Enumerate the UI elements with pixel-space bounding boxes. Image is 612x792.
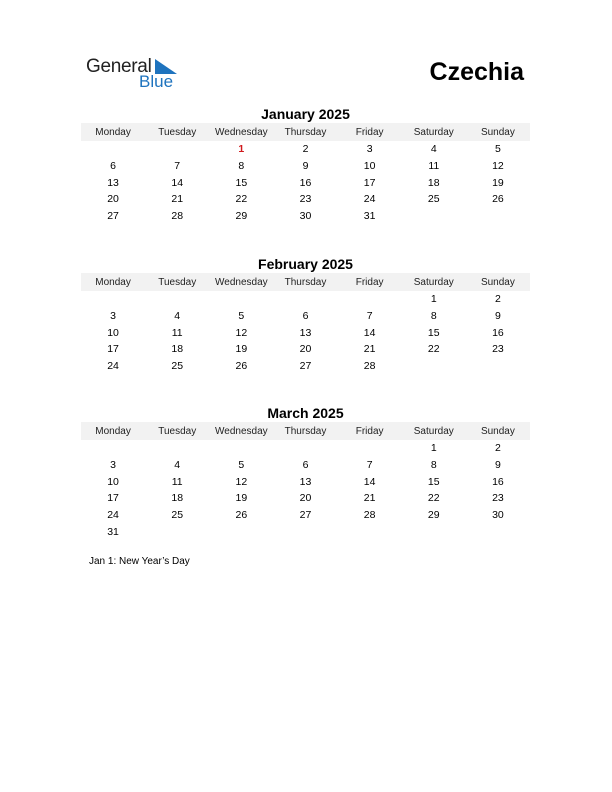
month-weeks — [81, 440, 530, 540]
day-cell: 25 — [427, 193, 440, 206]
weekday-header — [81, 273, 530, 291]
day-cell: 29 — [235, 210, 248, 223]
day-cell: 20 — [299, 343, 312, 356]
day-cell: 15 — [427, 475, 440, 488]
day-cell: 26 — [492, 193, 504, 206]
weekday-label: Monday — [95, 276, 131, 288]
day-cell: 9 — [494, 459, 501, 472]
day-cell: 4 — [430, 143, 437, 156]
day-cell: 8 — [238, 160, 245, 173]
day-cell: 19 — [235, 343, 248, 356]
day-cell: 2 — [494, 293, 501, 306]
day-cell: 12 — [235, 326, 248, 339]
weekday-label: Sunday — [480, 126, 515, 138]
week-row — [81, 141, 530, 158]
weekday-label: Saturday — [413, 126, 454, 138]
week-row — [81, 473, 530, 490]
weekday-label: Thursday — [284, 126, 327, 138]
day-cell: 4 — [174, 459, 181, 472]
holiday-notes — [89, 556, 190, 567]
week-row — [81, 174, 530, 191]
weekday-label: Wednesday — [215, 425, 268, 437]
week-row — [81, 308, 530, 325]
day-cell: 30 — [299, 210, 312, 223]
day-cell: 7 — [366, 459, 373, 472]
day-cell: 28 — [363, 509, 376, 522]
day-cell: 5 — [238, 459, 245, 472]
day-cell: 9 — [494, 310, 501, 323]
brand-logo — [86, 56, 186, 92]
month-february — [81, 255, 530, 374]
week-row — [81, 523, 530, 540]
weekday-label: Tuesday — [158, 126, 197, 138]
day-cell: 28 — [171, 210, 184, 223]
day-cell: 7 — [174, 160, 181, 173]
week-row — [81, 191, 530, 208]
weekday-header — [81, 422, 530, 440]
day-cell: 27 — [299, 360, 312, 373]
weekday-label: Monday — [95, 425, 131, 437]
logo-text-general: General — [86, 56, 152, 77]
day-cell: 18 — [171, 343, 184, 356]
month-title: January 2025 — [261, 106, 350, 122]
day-cell: 3 — [366, 143, 373, 156]
weekday-label: Friday — [355, 126, 384, 138]
day-cell: 16 — [299, 176, 312, 189]
day-cell: 23 — [492, 492, 504, 505]
day-cell: 6 — [302, 459, 309, 472]
week-row — [81, 507, 530, 524]
week-row — [81, 341, 530, 358]
day-cell: 16 — [492, 475, 504, 488]
month-title: March 2025 — [267, 405, 344, 421]
month-january — [81, 105, 530, 224]
day-cell: 22 — [427, 492, 440, 505]
day-cell: 29 — [427, 509, 440, 522]
day-cell: 23 — [299, 193, 312, 206]
day-cell: 28 — [363, 360, 376, 373]
day-cell: 14 — [363, 326, 376, 339]
weekday-label: Thursday — [284, 425, 327, 437]
day-cell: 25 — [171, 360, 184, 373]
day-cell: 18 — [427, 176, 440, 189]
day-cell: 10 — [107, 475, 119, 488]
day-cell: 17 — [107, 343, 119, 356]
holiday-note: Jan 1: New Year’s Day — [89, 556, 190, 567]
week-row — [81, 490, 530, 507]
day-cell: 15 — [235, 176, 248, 189]
day-cell: 10 — [363, 160, 376, 173]
day-cell: 30 — [492, 509, 504, 522]
day-cell: 8 — [430, 459, 437, 472]
day-cell: 11 — [171, 326, 183, 339]
day-cell: 14 — [363, 475, 376, 488]
day-cell: 5 — [494, 143, 501, 156]
weekday-label: Sunday — [480, 425, 515, 437]
day-cell: 4 — [174, 310, 181, 323]
day-cell: 22 — [235, 193, 248, 206]
country-title: Czechia — [429, 58, 524, 86]
day-cell: 13 — [299, 326, 312, 339]
day-cell: 25 — [171, 509, 184, 522]
day-cell: 31 — [107, 525, 119, 538]
weekday-label: Friday — [355, 276, 384, 288]
day-cell: 1 — [430, 442, 437, 455]
month-weeks — [81, 291, 530, 374]
week-row — [81, 440, 530, 457]
day-cell: 13 — [299, 475, 312, 488]
day-cell: 18 — [171, 492, 184, 505]
day-cell: 13 — [107, 176, 119, 189]
day-cell: 23 — [492, 343, 504, 356]
holiday-day-cell: 1 — [238, 143, 245, 156]
day-cell: 11 — [171, 475, 183, 488]
weekday-label: Saturday — [413, 425, 454, 437]
weekday-label: Tuesday — [158, 276, 197, 288]
week-row — [81, 324, 530, 341]
weekday-label: Friday — [355, 425, 384, 437]
day-cell: 6 — [302, 310, 309, 323]
day-cell: 6 — [110, 160, 116, 173]
day-cell: 17 — [363, 176, 376, 189]
weekday-label: Saturday — [413, 276, 454, 288]
day-cell: 31 — [363, 210, 376, 223]
week-row — [81, 158, 530, 175]
day-cell: 19 — [235, 492, 248, 505]
month-title: February 2025 — [258, 256, 353, 272]
weekday-label: Tuesday — [158, 425, 197, 437]
day-cell: 3 — [110, 459, 116, 472]
day-cell: 7 — [366, 310, 373, 323]
day-cell: 17 — [107, 492, 119, 505]
weekday-header — [81, 123, 530, 141]
day-cell: 10 — [107, 326, 119, 339]
weekday-label: Wednesday — [215, 276, 268, 288]
day-cell: 24 — [363, 193, 376, 206]
week-row — [81, 291, 530, 308]
weekday-label: Monday — [95, 126, 131, 138]
day-cell: 21 — [363, 492, 376, 505]
day-cell: 27 — [107, 210, 119, 223]
day-cell: 3 — [110, 310, 116, 323]
day-cell: 12 — [235, 475, 248, 488]
weekday-label: Thursday — [284, 276, 327, 288]
weekday-label: Wednesday — [215, 126, 268, 138]
day-cell: 27 — [299, 509, 312, 522]
weekday-label: Sunday — [480, 276, 515, 288]
day-cell: 26 — [235, 509, 248, 522]
day-cell: 21 — [171, 193, 184, 206]
day-cell: 21 — [363, 343, 376, 356]
month-march — [81, 404, 530, 540]
day-cell: 1 — [430, 293, 437, 306]
day-cell: 19 — [492, 176, 504, 189]
week-row — [81, 457, 530, 474]
day-cell: 8 — [430, 310, 437, 323]
day-cell: 2 — [302, 143, 309, 156]
week-row — [81, 358, 530, 375]
day-cell: 12 — [492, 160, 504, 173]
day-cell: 14 — [171, 176, 184, 189]
day-cell: 20 — [107, 193, 119, 206]
day-cell: 20 — [299, 492, 312, 505]
day-cell: 2 — [494, 442, 501, 455]
day-cell: 15 — [427, 326, 440, 339]
day-cell: 22 — [427, 343, 440, 356]
day-cell: 16 — [492, 326, 504, 339]
week-row — [81, 208, 530, 225]
day-cell: 26 — [235, 360, 248, 373]
day-cell: 5 — [238, 310, 245, 323]
day-cell: 24 — [107, 509, 119, 522]
logo-text-blue: Blue — [139, 72, 174, 91]
day-cell: 11 — [428, 160, 440, 173]
day-cell: 9 — [302, 160, 309, 173]
day-cell: 24 — [107, 360, 119, 373]
month-weeks — [81, 141, 530, 224]
